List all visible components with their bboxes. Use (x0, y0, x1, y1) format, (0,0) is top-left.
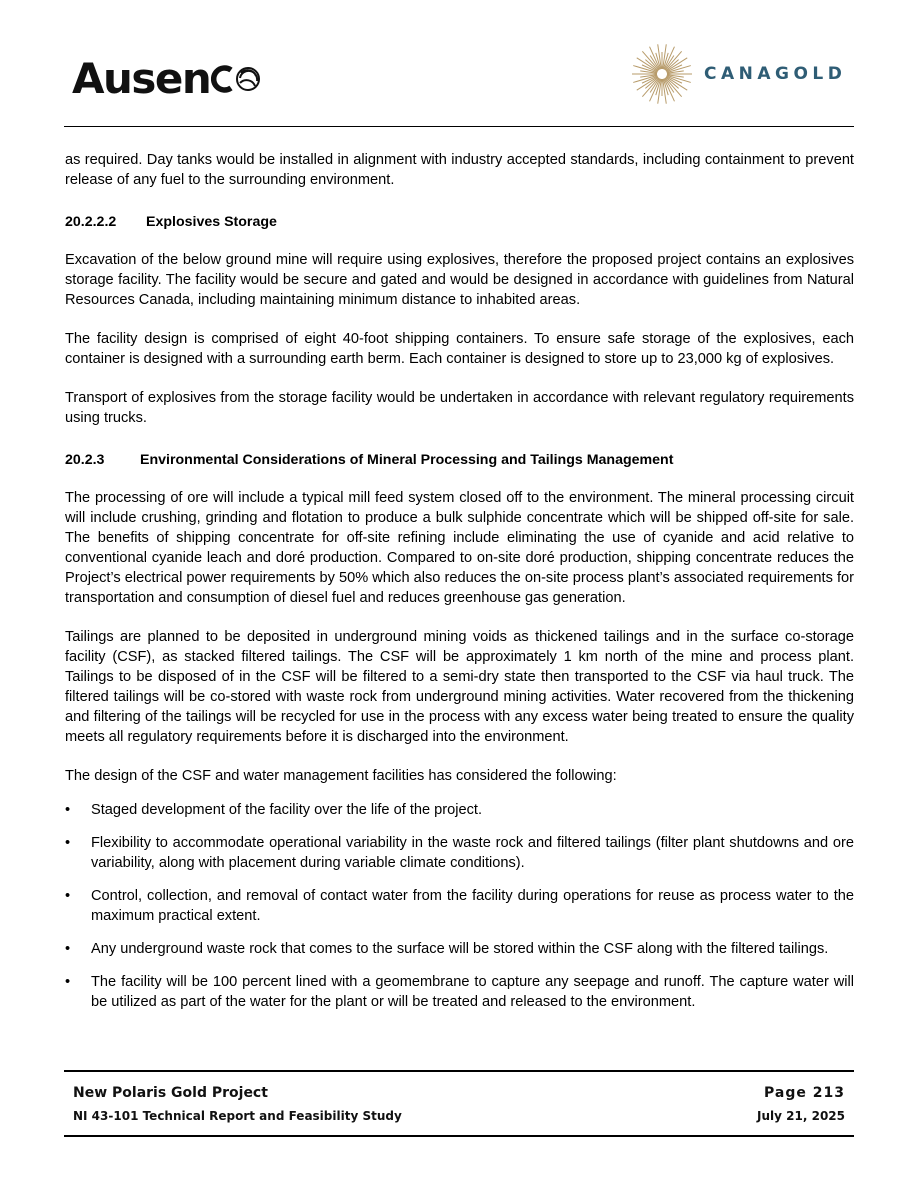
list-item (65, 939, 854, 959)
bullet-icon: • (65, 802, 71, 818)
paragraph: The facility design is comprised of eight 40-foot shipping containers. To ensure safe storage of the explosives, each container is designed with a surrounding earth berm. Each container is designed to store up to 23,000 kg of explosives. (65, 331, 854, 367)
list-item-text: The facility will be 100 percent lined with a geomembrane to capture any seepage and runoff. The capture water will be utilized as part of the water for the plant or will be treated and released to the environment. (91, 974, 854, 1010)
sunburst-icon (630, 42, 694, 106)
continuation-paragraph: as required. Day tanks would be installed in alignment with industry accepted standards, including containment to prevent release of any fuel to the surrounding environment. (65, 152, 854, 188)
footer-project-name: New Polaris Gold Project (73, 1085, 268, 1101)
bullet-icon: • (65, 888, 71, 904)
canagold-logo-text: CANAGOLD (704, 64, 847, 84)
ausenco-logo-text: Ausen (72, 54, 211, 103)
list-item-text: Flexibility to accommodate operational variability in the waste rock and filtered tailings (filter plant shutdowns and ore variability, along with placement during variable climate conditions). (91, 835, 854, 871)
list-item (65, 972, 854, 1012)
paragraph: Transport of explosives from the storage facility would be undertaken in accordance with relevant regulatory requirements using trucks. (65, 390, 854, 426)
list-item (65, 800, 854, 820)
ausenco-logo (72, 54, 263, 103)
list-item (65, 833, 854, 873)
paragraph: The processing of ore will include a typical mill feed system closed off to the environment. The mineral processing circuit will include crushing, grinding and flotation to produce a bulk sulphide concentrate which will be shipped off-site for sale. The benefits of shipping concentrate for off-site refining include eliminating the use of cyanide and acid relative to conventional cyanide leach and doré production. Compared to on-site doré production, shipping concentrate reduces the Project’s electrical power requirements by 50% which also reduces the on-site process plant’s associated requirements for transportation and consumption of diesel fuel and reduces greenhouse gas generation. (65, 490, 854, 606)
footer-date: July 21, 2025 (757, 1109, 845, 1123)
list-item-text: Staged development of the facility over the life of the project. (91, 802, 483, 818)
bullet-icon: • (65, 835, 71, 851)
section-number: 20.2.2.2 (65, 214, 117, 230)
paragraph: The design of the CSF and water management facilities has considered the following: (65, 768, 617, 784)
page-header (0, 0, 918, 128)
bullet-icon: • (65, 974, 71, 990)
header-divider (64, 126, 854, 127)
footer-divider-bottom (64, 1135, 854, 1137)
footer-page-number: Page 213 (764, 1085, 845, 1101)
paragraph: Tailings are planned to be deposited in underground mining voids as thickened tailings and in the surface co-storage facility (CSF), as stacked filtered tailings. The CSF will be approximately 1 km north of the mine and process plant. Tailings to be disposed of in the CSF will be filtered to a semi-dry state then transported to the CSF via haul truck. The filtered tailings will be co-stored with waste rock from underground mining activities. Water recovered from the thickening and filtering of the tailings will be recycled for use in the process with any excess water being treated to ensure the quality meets all regulatory requirements before it is discharged into the environment. (65, 629, 854, 745)
page-content (65, 150, 854, 1012)
list-item-text: Any underground waste rock that comes to the surface will be stored within the CSF along with the filtered tailings. (91, 941, 829, 957)
section-title: Environmental Considerations of Mineral Processing and Tailings Management (140, 452, 674, 468)
list-item (65, 886, 854, 926)
footer-divider-top (64, 1070, 854, 1072)
section-title: Explosives Storage (146, 214, 277, 230)
section-heading-environmental-considerations (65, 450, 854, 470)
footer-report-title: NI 43-101 Technical Report and Feasibility Study (73, 1109, 402, 1123)
section-number: 20.2.3 (65, 452, 105, 468)
bullet-icon: • (65, 941, 71, 957)
considerations-list (65, 800, 854, 1012)
canagold-logo (630, 42, 846, 106)
section-heading-explosives-storage (65, 212, 854, 232)
paragraph: Excavation of the below ground mine will require using explosives, therefore the proposed project contains an explosives storage facility. The facility would be secure and gated and would be designed in accordance with guidelines from Natural Resources Canada, including maintaining minimum distance to inhabited areas. (65, 252, 854, 308)
ausenco-co-mark-icon (211, 62, 263, 96)
list-item-text: Control, collection, and removal of contact water from the facility during operations for reuse as process water to the maximum practical extent. (91, 888, 854, 924)
